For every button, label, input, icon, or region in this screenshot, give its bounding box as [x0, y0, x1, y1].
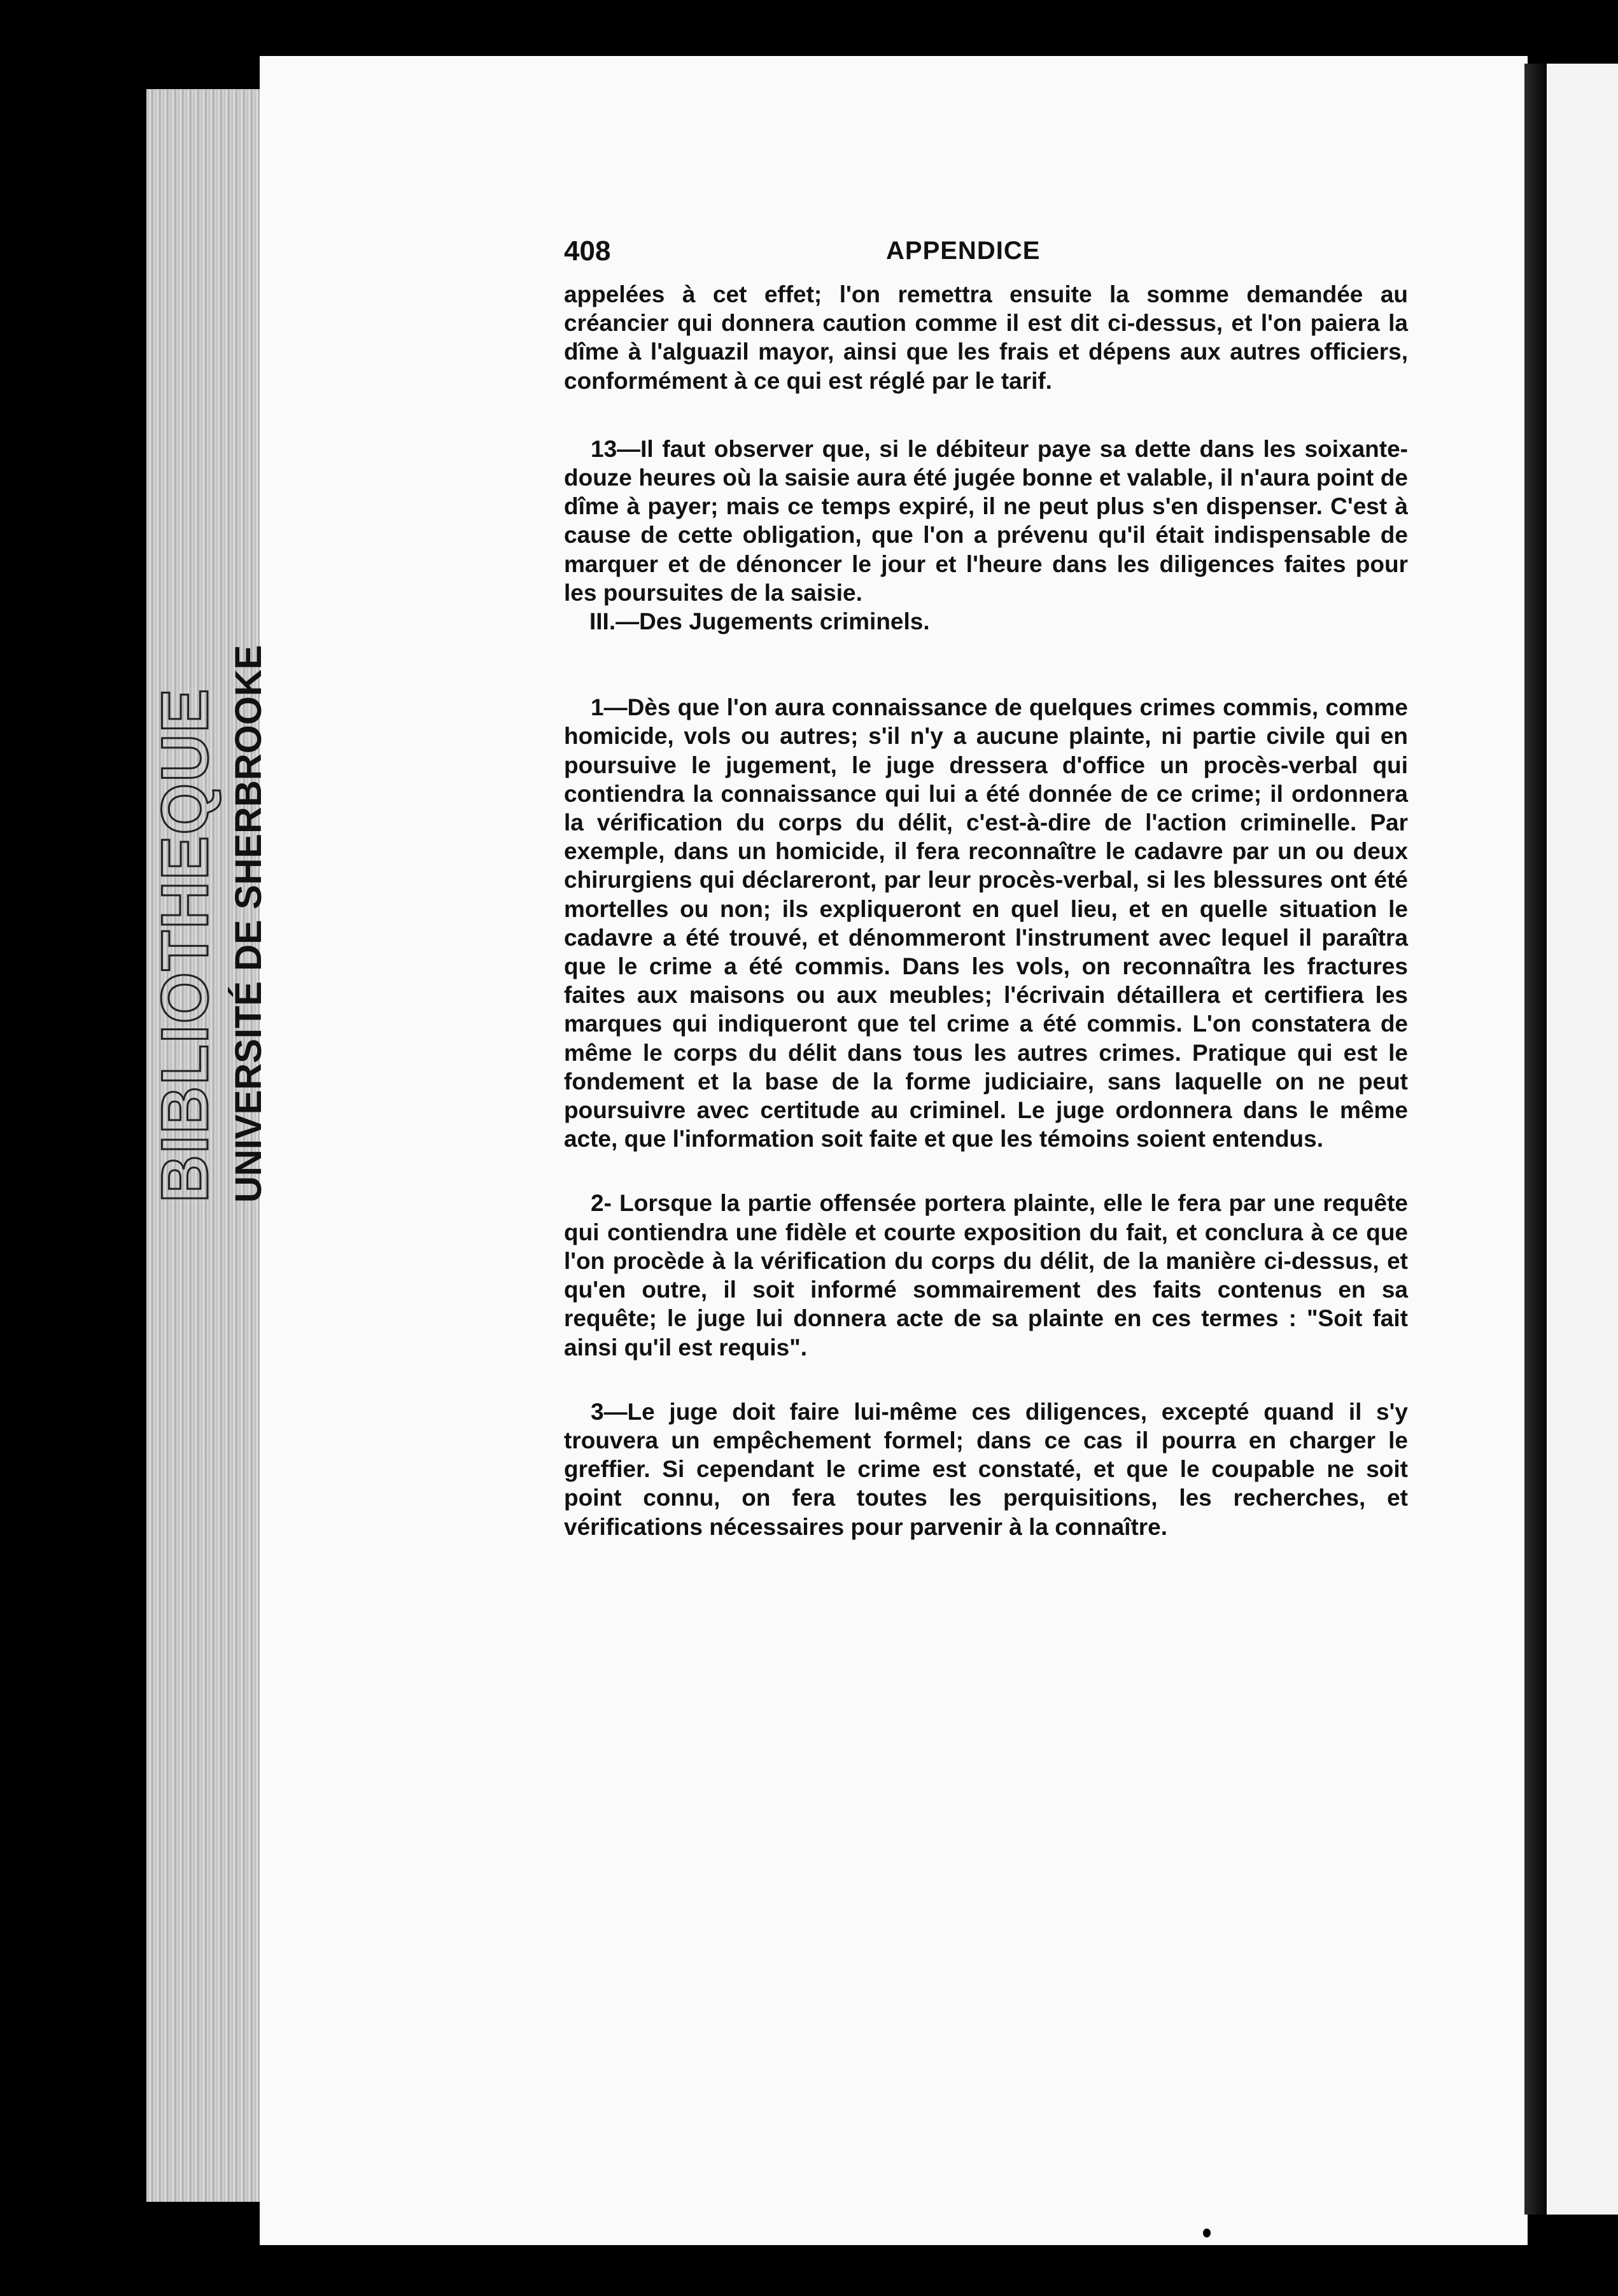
stamp-university-name: UNIVERSITÉ DE SHERBROOKE [228, 645, 269, 1203]
page-header [564, 235, 1408, 280]
paragraph-1: 1—Dès que l'on aura connaissance de quelques crimes commis, comme homicide, vols ou autres; s'il n'y a aucune plainte, ni partie civile qui en poursuive le jugement, le juge dressera d'office un procès-verbal qui contiendra la connaissance qui lui a été donnée de ce crime; il ordonnera la vérification du corps du délit, c'est-à-dire de l'action criminelle. Par exemple, dans un homicide, il fera reconnaître le cadavre par un ou deux chirurgiens qui déclareront, par leur procès-verbal, si les blessures ont été mortelles ou non; ils expliqueront en quel lieu, et en quelle situation le cadavre a été trouvé, et dénommeront l'instrument avec lequel il paraîtra que le crime a été commis. Dans les vols, on reconnaîtra les fractures faites aux maisons ou aux meubles; l'écrivain détaillera et certifiera les marques qui indiqueront que tel crime a été commis. L'on constatera de même le corps du délit dans tous les autres crimes. Pratique qui est le fondement et la base de la forme judiciaire, sans laquelle on ne peut poursuivre avec certitude au criminel. Le juge ordonnera dans le même acte, que l'information soit faite et que les témoins soient entendus. [564, 694, 1408, 1152]
paragraph-continuation: appelées à cet effet; l'on remettra ensuite la somme demandée au créancier qui donnera caution comme il est dit ci-dessus, et l'on paiera la dîme à l'alguazil mayor, ainsi que les frais et dépens aux autres officiers, conformément à ce qui est réglé par le tarif. [564, 281, 1408, 394]
paragraph-3: 3—Le juge doit faire lui-même ces diligences, excepté quand il s'y trouvera un empêchement formel; dans ce cas il pourra en charger le greffier. Si cependant le crime est constaté, et que le coupable ne soit point connu, on fera toutes les perquisitions, les recherches, et vérifications nécessaires pour parvenir à la connaître. [564, 1398, 1408, 1540]
running-head: APPENDICE [886, 237, 1041, 265]
stamp-library-name: BIBLIOTHEQUE [148, 687, 222, 1203]
gutter-shadow [1524, 64, 1550, 2215]
page-content [564, 235, 1408, 1541]
facing-page-edge [1547, 64, 1618, 2215]
library-stamp [0, 645, 451, 1203]
section-title: III.—Des Jugements criminels. [589, 608, 930, 635]
page-number: 408 [564, 235, 611, 267]
paragraph-13: 13—Il faut observer que, si le débiteur paye sa dette dans les soixante-douze heures où la saisie aura été jugée bonne et valable, il n'aura point de dîme à payer; mais ce temps expiré, il ne peut plus s'en dispenser. C'est à cause de cette obligation, que l'on a prévenu qu'il était indispensable de marquer et de dénoncer le jour et l'heure dans les diligences faites pour les poursuites de la saisie. [564, 435, 1408, 606]
paragraph-2: 2- Lorsque la partie offensée portera plainte, elle le fera par une requête qui contiendra une fidèle et courte exposition du fait, et conclura à ce que l'on procède à la vérification du corps du délit, de la manière ci-dessus, et qu'en outre, il soit informé sommairement des faits contenus en sa requête; le juge lui donnera acte de sa plainte en ces termes : "Soit fait ainsi qu'il est requis". [564, 1190, 1408, 1361]
scan-speck [1203, 2229, 1211, 2237]
